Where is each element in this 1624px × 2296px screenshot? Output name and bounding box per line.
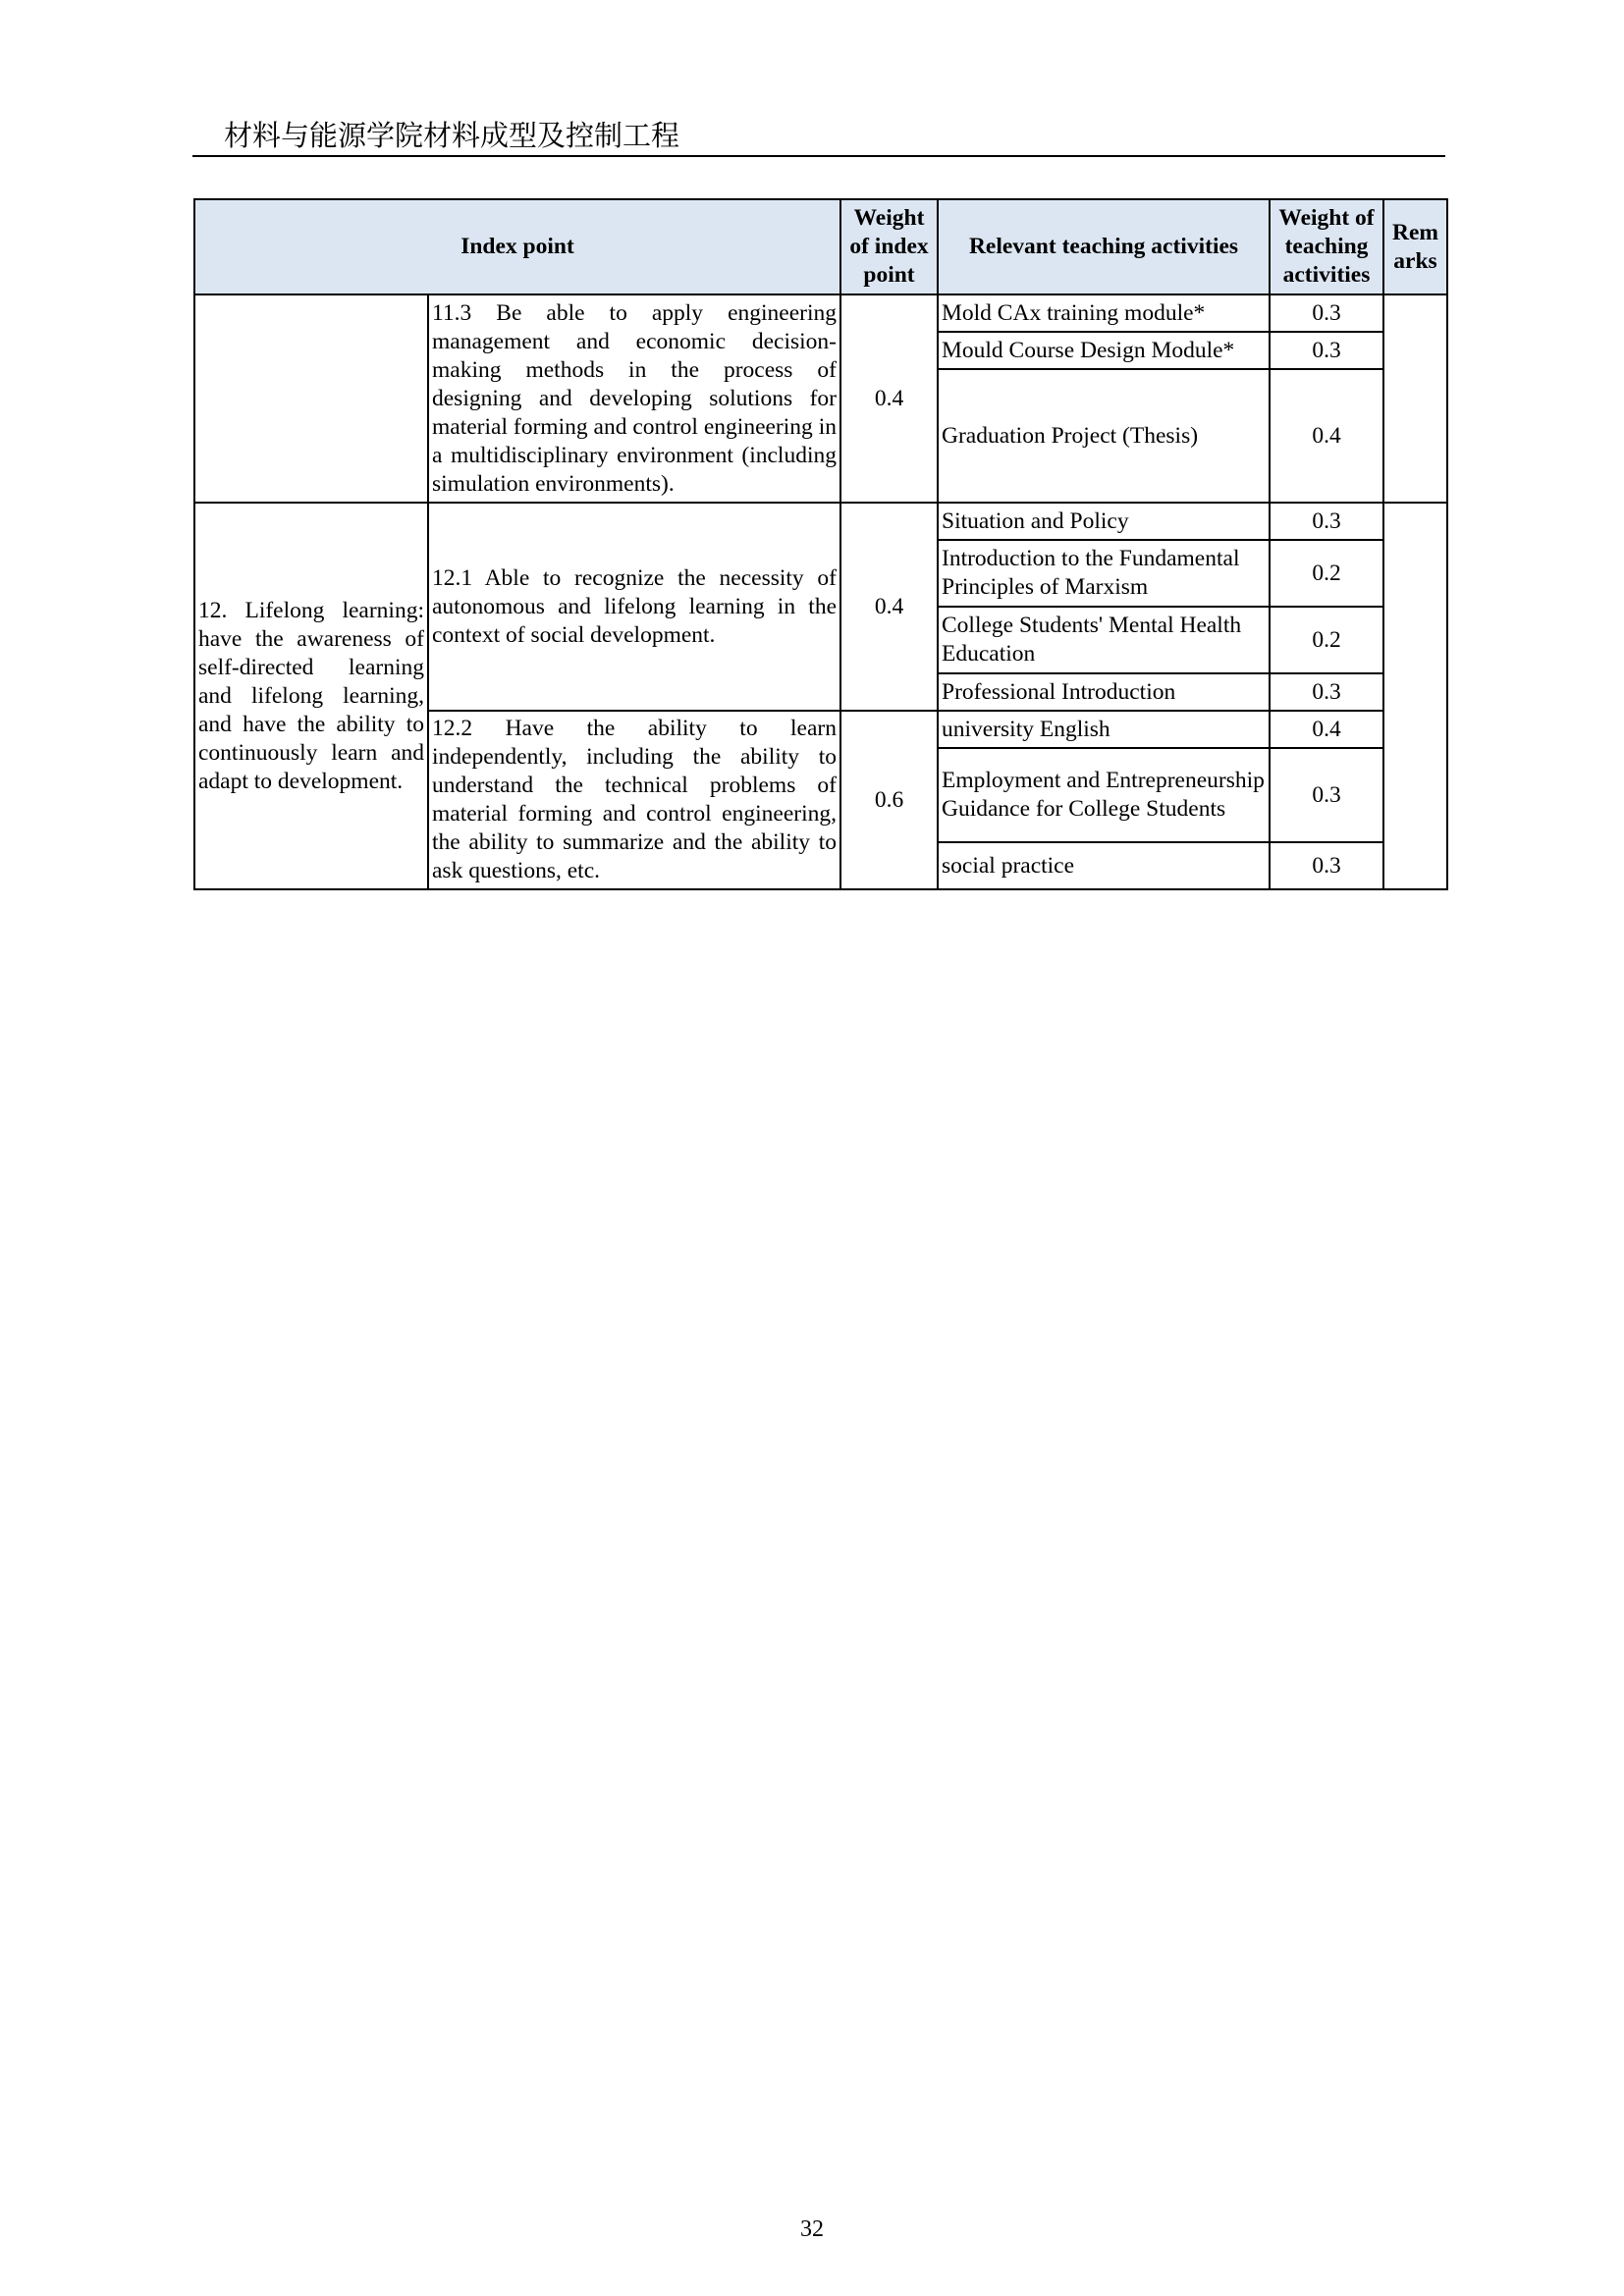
activity-name: Introduction to the Fundamental Principles of Marxism (938, 540, 1270, 607)
activity-name: Situation and Policy (938, 503, 1270, 540)
indicator-12-1: 12.1 Able to recognize the necessity of autonomous and lifelong learning in the context of social development. (428, 503, 840, 711)
header-weight-activities: Weight of teaching activities (1270, 199, 1383, 294)
activity-name: social practice (938, 842, 1270, 889)
remarks-cell-12 (1383, 503, 1447, 889)
header-remarks: Rem arks (1383, 199, 1447, 294)
activity-weight: 0.2 (1270, 540, 1383, 607)
running-header: 材料与能源学院材料成型及控制工程 (192, 114, 1445, 157)
activity-name: College Students' Mental Health Education (938, 607, 1270, 673)
activity-weight: 0.3 (1270, 503, 1383, 540)
indicator-11-3-weight: 0.4 (840, 294, 938, 503)
indicator-12-1-weight: 0.4 (840, 503, 938, 711)
header-weight-index: Weight of index point (840, 199, 938, 294)
table-header-row (194, 199, 1447, 294)
activity-name: Employment and Entrepreneurship Guidance for College Students (938, 748, 1270, 842)
indicator-11-3: 11.3 Be able to apply engineering management and economic decision-making methods in the process of designing and developing solutions for material forming and control engineering in a multidisciplinary environment (including simulation environments). (428, 294, 840, 503)
activity-name: university English (938, 711, 1270, 748)
activity-weight: 0.2 (1270, 607, 1383, 673)
activity-name: Professional Introduction (938, 673, 1270, 711)
activity-weight: 0.3 (1270, 332, 1383, 369)
header-activities: Relevant teaching activities (938, 199, 1270, 294)
activity-name: Mold CAx training module* (938, 294, 1270, 332)
table-row (194, 503, 1447, 540)
requirement-12: 12. Lifelong learning: have the awareness of self-directed learning and lifelong learning, and have the ability to continuously learn and adapt to development. (194, 503, 428, 889)
table-row (194, 294, 1447, 332)
activity-weight: 0.4 (1270, 369, 1383, 503)
indicator-12-2-weight: 0.6 (840, 711, 938, 889)
remarks-cell-11 (1383, 294, 1447, 503)
activity-name: Graduation Project (Thesis) (938, 369, 1270, 503)
activity-weight: 0.3 (1270, 673, 1383, 711)
index-point-table (193, 198, 1448, 890)
requirement-11-cell (194, 294, 428, 503)
page-number: 32 (800, 2216, 824, 2242)
activity-weight: 0.3 (1270, 842, 1383, 889)
indicator-12-2: 12.2 Have the ability to learn independently, including the ability to understand the technical problems of material forming and control engineering, the ability to summarize and the ability to ask questions, etc. (428, 711, 840, 889)
activity-weight: 0.3 (1270, 748, 1383, 842)
activity-name: Mould Course Design Module* (938, 332, 1270, 369)
activity-weight: 0.3 (1270, 294, 1383, 332)
activity-weight: 0.4 (1270, 711, 1383, 748)
header-index-point: Index point (194, 199, 840, 294)
